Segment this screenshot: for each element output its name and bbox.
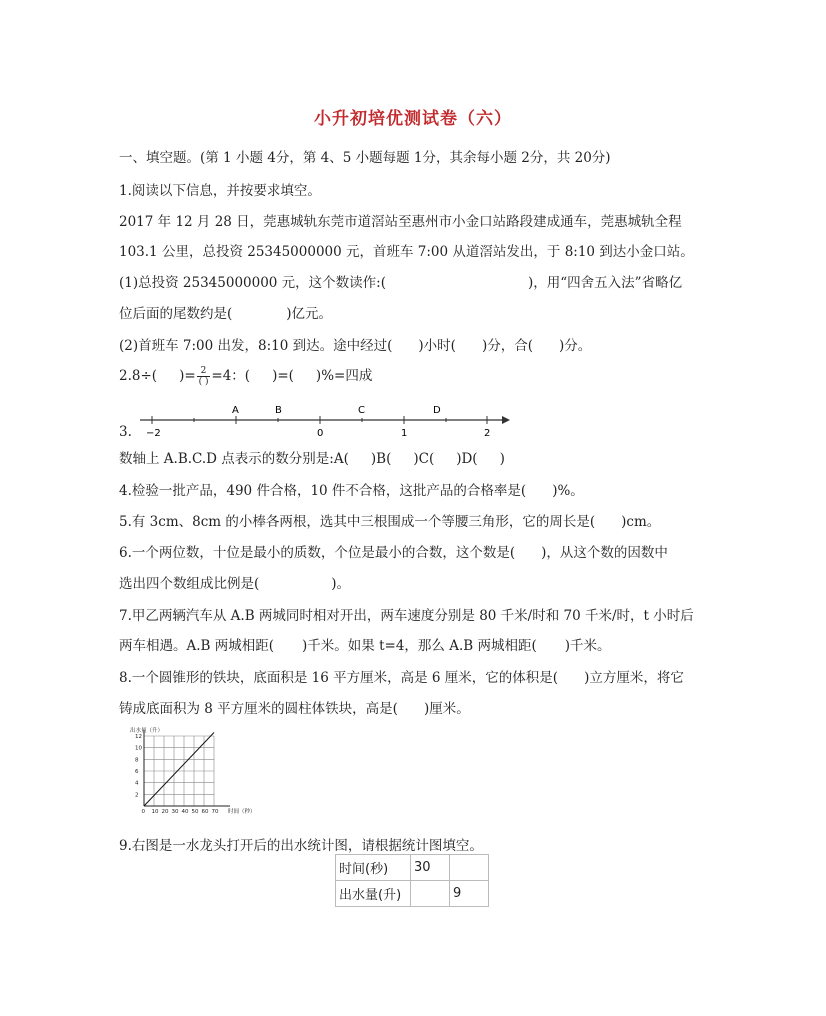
q8-text-c: 铸成底面积为 8 平方厘米的圆柱体铁块，高是( xyxy=(119,701,398,717)
q3-text-e: ) xyxy=(499,451,505,467)
q2 xyxy=(119,364,372,387)
x-axis-label: 时间（秒） xyxy=(228,809,256,815)
q2-text-e: )%=四成 xyxy=(315,368,373,384)
table-row xyxy=(336,855,489,881)
q1-sub2-text-a: (2)首班车 7:00 出发，8:10 到达。途中经过( xyxy=(119,338,393,354)
q3-text-b: )B( xyxy=(370,451,392,467)
x-tick-label: 70 xyxy=(211,809,219,815)
q5 xyxy=(119,510,660,530)
x-tick-label: 40 xyxy=(181,809,189,815)
q1-sub1-text-b: )，用“四舍五入法”省略亿 xyxy=(528,275,683,291)
q1-sub1-text-a: (1)总投资 25345000000 元，这个数读作:( xyxy=(119,275,387,291)
q7-line-2 xyxy=(119,634,611,654)
q8-line-2 xyxy=(119,697,470,717)
q2-text-c: =4：( xyxy=(211,368,251,384)
q2-text-a: 2.8÷( xyxy=(119,368,158,384)
table-cell[interactable] xyxy=(450,855,489,881)
q3-text-c: )C( xyxy=(413,451,435,467)
q6-text-a: 6.一个两位数，十位是最小的质数，个位是最小的合数，这个数是( xyxy=(119,545,516,561)
q1-sub1-text-d: )亿元。 xyxy=(286,306,333,322)
point-label-c: C xyxy=(358,405,365,416)
q3-question xyxy=(119,447,505,467)
q7-line-1: 7.甲乙两辆汽车从 A.B 两城同时相对开出，两车速度分别是 80 千米/时和 70 千米/时，t 小时后 xyxy=(119,608,694,624)
q2-text-b: )= xyxy=(179,368,196,384)
q3-text-a: 数轴上 A.B.C.D 点表示的数分别是:A( xyxy=(119,451,349,467)
q1-paragraph-line-1: 2017 年 12 月 28 日，莞惠城轨东莞市道滘站至惠州市小金口站路段建成通车，莞惠城轨全程 xyxy=(119,214,682,230)
water-flow-chart xyxy=(128,724,268,820)
table-header-cell: 出水量(升) xyxy=(336,881,411,907)
point-label-a: A xyxy=(232,405,239,416)
q7-text-d: )千米。 xyxy=(564,638,611,654)
q6-line-2 xyxy=(119,572,350,592)
section-heading: 一、填空题。(第 1 小题 4分，第 4、5 小题每题 1分，其余每小题 2分，共 20分) xyxy=(119,150,611,166)
q3-text-d: )D( xyxy=(456,451,478,467)
table-header-cell: 时间(秒) xyxy=(336,855,411,881)
y-axis-label: 出水量（升） xyxy=(130,728,164,734)
x-tick-label: 20 xyxy=(161,809,169,815)
tick-label-1: 1 xyxy=(401,428,408,439)
y-tick-label: 8 xyxy=(135,757,139,764)
y-tick-label: 4 xyxy=(135,780,139,787)
q7-text-b: 两车相遇。A.B 两城相距( xyxy=(119,638,275,654)
q2-text-d: )=( xyxy=(272,368,294,384)
q8-text-b: )立方厘米，将它 xyxy=(584,670,684,686)
q6-line-1 xyxy=(119,541,668,561)
point-label-b: B xyxy=(275,405,282,416)
q6-text-c: 选出四个数组成比例是( xyxy=(119,576,260,592)
q8-text-d: )厘米。 xyxy=(423,701,470,717)
table-cell: 9 xyxy=(450,881,489,907)
q8-line-1 xyxy=(119,666,684,686)
q4-text-a: 4.检验一批产品，490 件合格，10 件不合格，这批产品的合格率是( xyxy=(119,483,527,499)
x-tick-label: 10 xyxy=(151,809,159,815)
q1-sub2-text-d: )分。 xyxy=(559,338,592,354)
q9-table xyxy=(335,854,489,907)
q5-text-b: )cm。 xyxy=(621,514,661,530)
q8-text-a: 8.一个圆锥形的铁块，底面积是 16 平方厘米，高是 6 厘米，它的体积是( xyxy=(119,670,559,686)
table-cell[interactable] xyxy=(411,881,450,907)
q4 xyxy=(119,479,584,499)
fraction-denominator[interactable]: ( ) xyxy=(198,377,209,387)
q6-text-b: )，从这个数的因数中 xyxy=(541,545,668,561)
series-line xyxy=(144,733,214,807)
y-tick-label: 12 xyxy=(135,734,142,740)
q1-sub1-line-2 xyxy=(119,302,332,322)
y-tick-label: 2 xyxy=(135,792,139,799)
q5-text-a: 5.有 3cm、8cm 的小棒各两根，选其中三根围成一个等腰三角形，它的周长是( xyxy=(119,514,596,530)
y-tick-label: 10 xyxy=(135,745,142,752)
q6-text-d: )。 xyxy=(331,576,351,592)
fraction-numerator: 2 xyxy=(197,366,211,377)
q1-sub2-text-b: )小时( xyxy=(418,338,456,354)
number-line xyxy=(136,398,516,442)
tick-label-0: 0 xyxy=(317,428,324,439)
tick-label-neg2: −2 xyxy=(146,428,161,439)
x-tick-label: 60 xyxy=(201,809,209,815)
q1-sub2 xyxy=(119,334,591,354)
q2-fraction xyxy=(197,366,211,387)
q1-sub1-line-1 xyxy=(119,271,682,291)
y-tick-label: 6 xyxy=(135,769,139,775)
q1-sub2-text-c: )分，合( xyxy=(481,338,533,354)
point-label-d: D xyxy=(433,405,441,416)
q9-text: 9.右图是一水龙头打开后的出水统计图，请根据统计图填空。 xyxy=(119,838,483,854)
tick-label-2: 2 xyxy=(484,428,491,439)
table-cell: 30 xyxy=(411,855,450,881)
q4-text-b: )%。 xyxy=(552,483,584,499)
table-row xyxy=(336,881,489,907)
x-tick-label: 0 xyxy=(141,809,145,815)
x-tick-label: 30 xyxy=(171,809,179,815)
q1-sub1-text-c: 位后面的尾数约是( xyxy=(119,306,233,322)
q7-text-c: )千米。如果 t=4，那么 A.B 两城相距( xyxy=(302,638,537,654)
page-title: 小升初培优测试卷（六） xyxy=(314,109,512,129)
q1-paragraph-line-2: 103.1 公里，总投资 25345000000 元，首班车 7:00 从道滘站发出，于 8:10 到达小金口站。 xyxy=(119,244,694,260)
x-tick-label: 50 xyxy=(191,809,199,815)
q3-label: 3. xyxy=(119,424,132,440)
q1-intro: 1.阅读以下信息，并按要求填空。 xyxy=(119,183,321,199)
number-line-arrow xyxy=(502,416,510,424)
